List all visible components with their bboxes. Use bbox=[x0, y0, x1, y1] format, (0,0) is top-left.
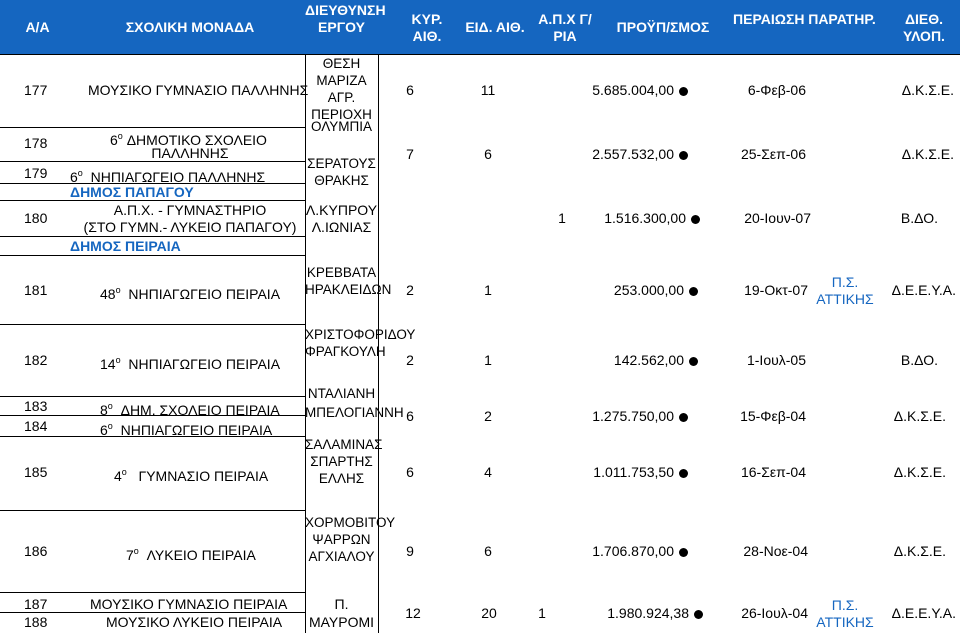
euro-icon bbox=[694, 610, 703, 619]
stat-budget bbox=[572, 210, 700, 226]
stat-eid: 4 bbox=[484, 464, 492, 480]
stat-eid: 1 bbox=[484, 282, 492, 298]
row-188-school: ΜΟΥΣΙΚΟ ΛΥΚΕΙΟ ΠΕΙΡΑΙΑ bbox=[106, 614, 283, 630]
row-divider bbox=[0, 54, 960, 55]
row-188-aa: 188 bbox=[24, 614, 48, 630]
row-179-school-name: ΝΗΠΙΑΓΩΓΕΙΟ ΠΑΛΛΗΝΗΣ bbox=[90, 169, 266, 185]
stat-completion-date: 1-Ιουλ-05 bbox=[746, 352, 806, 368]
row-divider bbox=[0, 236, 305, 237]
header-school: ΣΧΟΛΙΚΗ ΜΟΝΑΔΑ bbox=[125, 19, 255, 35]
row-184-number: 6 bbox=[100, 422, 108, 438]
stat-budget bbox=[560, 146, 688, 162]
euro-icon bbox=[689, 357, 698, 366]
row-178-number: 6 bbox=[110, 132, 118, 148]
stat-direction: Β.ΔΟ. bbox=[900, 210, 938, 226]
row-180-address-line1: Λ.ΚΥΠΡΟΥ bbox=[305, 202, 378, 218]
row-185-school-name: ΓΥΜΝΑΣΙΟ ΠΕΙΡΑΙΑ bbox=[138, 468, 269, 484]
ordinal-suffix: ο bbox=[77, 168, 83, 178]
ordinal-suffix: ο bbox=[133, 546, 139, 556]
stat-kyr: 6 bbox=[406, 408, 414, 424]
budget-value: 253.000,00 bbox=[613, 282, 684, 298]
euro-icon bbox=[691, 215, 700, 224]
row-184-school bbox=[100, 418, 272, 438]
euro-icon bbox=[679, 151, 688, 160]
euro-icon bbox=[679, 469, 688, 478]
stat-direction: Δ.Κ.Σ.Ε. bbox=[901, 82, 954, 98]
row-182-school-name: ΝΗΠΙΑΓΩΓΕΙΟ ΠΕΙΡΑΙΑ bbox=[128, 356, 281, 372]
row-187-aa: 187 bbox=[24, 596, 48, 612]
row-177-aa: 177 bbox=[24, 82, 48, 98]
row-divider bbox=[0, 161, 305, 162]
stat-eid: 2 bbox=[484, 408, 492, 424]
budget-value: 142.562,00 bbox=[613, 352, 684, 368]
row-185-school bbox=[114, 464, 268, 484]
row-178-aa: 178 bbox=[24, 135, 48, 151]
row-179-address: ΣΕΡΑΤΟΥΣ ΘΡΑΚΗΣ bbox=[307, 156, 376, 188]
stat-completion-date: 19-Οκτ-07 bbox=[744, 282, 808, 298]
row-179-school bbox=[70, 165, 265, 185]
row-179-aa: 179 bbox=[24, 165, 48, 181]
budget-value: 1.011.753,50 bbox=[593, 464, 674, 480]
row-178-school-line2: ΠΑΛΛΗΝΗΣ bbox=[151, 145, 229, 161]
header-dir: ΔΙΕΘ. ΥΛΟΠ. bbox=[903, 11, 945, 44]
row-divider bbox=[0, 324, 305, 325]
euro-icon bbox=[679, 548, 688, 557]
stat-kyr: 2 bbox=[406, 282, 414, 298]
row-181-number: 48 bbox=[100, 286, 116, 302]
stat-observation-line2: ΑΤΤΙΚΗΣ bbox=[816, 614, 874, 630]
row-186-school bbox=[126, 543, 256, 563]
row-183-school bbox=[100, 398, 280, 418]
stat-budget bbox=[570, 282, 698, 298]
row-184-aa: 184 bbox=[24, 418, 48, 434]
budget-value: 5.685.004,00 bbox=[592, 82, 674, 98]
header-address: ΔΙΕΥΘΥΝΣΗ ΕΡΓΟΥ bbox=[305, 2, 386, 35]
stat-direction: Δ.Κ.Σ.Ε. bbox=[893, 464, 946, 480]
row-186-address: ΧΟΡΜΟΒΙΤΟΥ ΨΑΡΡΩΝ ΑΓΧΙΑΛΟΥ bbox=[305, 515, 396, 564]
stat-eid: 6 bbox=[484, 543, 492, 559]
row-divider bbox=[0, 612, 305, 613]
ordinal-suffix: ο bbox=[121, 467, 127, 477]
stat-budget bbox=[560, 82, 688, 98]
row-181-school bbox=[100, 282, 280, 302]
header-apx: Α.Π.Χ Γ/ΡΙΑ bbox=[538, 11, 592, 44]
stat-kyr: 12 bbox=[405, 605, 421, 621]
stat-kyr: 6 bbox=[406, 82, 414, 98]
stat-observation-line1: Π.Σ. bbox=[831, 597, 859, 613]
table-header bbox=[0, 0, 960, 54]
stat-eid: 6 bbox=[484, 146, 492, 162]
row-186-number: 7 bbox=[126, 547, 134, 563]
budget-value: 1.275.750,00 bbox=[592, 408, 674, 424]
row-divider bbox=[0, 396, 305, 397]
header-delivery: ΠΑΡΑΤΗΡ. bbox=[808, 11, 876, 27]
stat-observation-line2: ΑΤΤΙΚΗΣ bbox=[816, 291, 874, 307]
stat-budget bbox=[575, 605, 703, 621]
row-182-number: 14 bbox=[100, 356, 116, 372]
row-180-school-line1: Α.Π.Χ. - ΓΥΜΝΑΣΤΗΡΙΟ bbox=[113, 202, 267, 218]
ordinal-suffix: ο bbox=[107, 401, 113, 411]
row-178-address: ΟΛΥΜΠΙΑ bbox=[310, 119, 373, 134]
row-180-school-line2: (ΣΤΟ ΓΥΜΝ.- ΛΥΚΕΙΟ ΠΑΠΑΓΟΥ) bbox=[83, 219, 297, 235]
header-aa: Α/Α bbox=[25, 19, 50, 35]
budget-value: 1.516.300,00 bbox=[604, 210, 686, 226]
row-187-address: Π. bbox=[334, 596, 349, 612]
stat-completion-date: 6-Φεβ-06 bbox=[747, 82, 806, 98]
row-184-address: ΜΠΕΛΟΓΙΑΝΝΗ bbox=[305, 405, 404, 420]
stat-kyr: 9 bbox=[406, 543, 414, 559]
row-186-aa: 186 bbox=[24, 543, 48, 559]
stat-kyr: 7 bbox=[406, 146, 414, 162]
row-185-address: ΣΑΛΑΜΙΝΑΣ ΣΠΑΡΤΗΣ ΕΛΛΗΣ bbox=[305, 437, 383, 486]
stat-apx: 1 bbox=[538, 605, 546, 621]
stat-direction: Δ.Ε.Ε.Υ.Α. bbox=[891, 282, 956, 298]
euro-icon bbox=[679, 87, 688, 96]
stat-budget bbox=[560, 408, 688, 424]
euro-icon bbox=[689, 287, 698, 296]
row-186-school-name: ΛΥΚΕΙΟ ΠΕΙΡΑΙΑ bbox=[146, 547, 256, 563]
stat-budget bbox=[570, 352, 698, 368]
row-183-address: ΝΤΑΛΙΑΝΗ bbox=[307, 386, 376, 401]
row-divider bbox=[0, 592, 305, 593]
row-181-address: ΚΡΕΒΒΑΤΑ ΗΡΑΚΛΕΙΔΩΝ bbox=[305, 265, 392, 297]
budget-value: 1.706.870,00 bbox=[592, 543, 674, 559]
budget-value: 1.980.924,38 bbox=[607, 605, 689, 621]
stat-direction: Δ.Κ.Σ.Ε. bbox=[893, 543, 946, 559]
row-180-address-line2: Λ.ΙΩΝΙΑΣ bbox=[311, 219, 372, 235]
stat-completion-date: 25-Σεπ-06 bbox=[740, 146, 806, 162]
row-divider bbox=[0, 510, 305, 511]
stat-eid: 1 bbox=[484, 352, 492, 368]
stat-completion-date: 26-Ιουλ-04 bbox=[741, 605, 808, 621]
stat-kyr: 6 bbox=[406, 464, 414, 480]
section-header-peiraia: ΔΗΜΟΣ ΠΕΙΡΑΙΑ bbox=[70, 238, 181, 254]
row-divider bbox=[0, 255, 305, 256]
stat-direction: Δ.Κ.Σ.Ε. bbox=[893, 408, 946, 424]
stat-eid: 20 bbox=[481, 605, 497, 621]
row-181-aa: 181 bbox=[24, 282, 48, 298]
stat-completion-date: 16-Σεπ-04 bbox=[740, 464, 806, 480]
row-divider bbox=[0, 200, 305, 201]
section-header-papagou: ΔΗΜΟΣ ΠΑΠΑΓΟΥ bbox=[70, 184, 194, 200]
euro-icon bbox=[679, 413, 688, 422]
stat-completion-date: 15-Φεβ-04 bbox=[740, 408, 806, 424]
header-kyr: ΚΥΡ. ΑΙΘ. bbox=[411, 11, 443, 44]
row-182-aa: 182 bbox=[24, 352, 48, 368]
row-177-address: ΘΕΣΗ ΜΑΡΙΖΑ ΑΓΡ. ΠΕΡΙΟΧΗ bbox=[311, 56, 372, 122]
row-187-school: ΜΟΥΣΙΚΟ ΓΥΜΝΑΣΙΟ ΠΕΙΡΑΙΑ bbox=[90, 596, 288, 612]
row-181-school-name: ΝΗΠΙΑΓΩΓΕΙΟ ΠΕΙΡΑΙΑ bbox=[128, 286, 281, 302]
stat-eid: 11 bbox=[480, 82, 496, 98]
stat-observation-line1: Π.Σ. bbox=[831, 274, 859, 290]
row-184-school-name: ΝΗΠΙΑΓΩΓΕΙΟ ΠΕΙΡΑΙΑ bbox=[120, 422, 273, 438]
stat-kyr: 2 bbox=[406, 352, 414, 368]
stat-direction: Β.ΔΟ. bbox=[900, 352, 938, 368]
stat-direction: Δ.Κ.Σ.Ε. bbox=[901, 146, 954, 162]
row-180-aa: 180 bbox=[24, 210, 48, 226]
stat-budget bbox=[560, 464, 688, 480]
row-188-address: ΜΑΥΡΟΜΙ bbox=[308, 614, 375, 630]
row-179-number: 6 bbox=[70, 169, 78, 185]
row-185-aa: 185 bbox=[24, 464, 48, 480]
ordinal-suffix: ο bbox=[115, 355, 121, 365]
header-completion: ΠΕΡΑΙΩΣΗ bbox=[733, 11, 805, 27]
stat-direction: Δ.Ε.Ε.Υ.Α. bbox=[891, 605, 956, 621]
header-eid: ΕΙΔ. ΑΙΘ. bbox=[465, 19, 525, 35]
stat-completion-date: 28-Νοε-04 bbox=[743, 543, 808, 559]
row-185-number: 4 bbox=[114, 468, 122, 484]
stat-budget bbox=[560, 543, 688, 559]
header-budget: ΠΡΟΫΠ/ΣΜΟΣ bbox=[616, 19, 710, 35]
row-178-school-line1: ΔΗΜΟΤΙΚΟ ΣΧΟΛΕΙΟ bbox=[126, 132, 267, 148]
ordinal-suffix: ο bbox=[115, 285, 121, 295]
row-182-school bbox=[100, 352, 280, 372]
row-177-school: ΜΟΥΣΙΚΟ ΓΥΜΝΑΣΙΟ ΠΑΛΛΗΝΗΣ bbox=[88, 82, 309, 98]
stat-apx: 1 bbox=[558, 210, 566, 226]
budget-value: 2.557.532,00 bbox=[592, 146, 674, 162]
ordinal-suffix: ο bbox=[117, 131, 123, 141]
row-183-number: 8 bbox=[100, 402, 108, 418]
stat-completion-date: 20-Ιουν-07 bbox=[744, 210, 811, 226]
row-183-school-name: ΔΗΜ. ΣΧΟΛΕΙΟ ΠΕΙΡΑΙΑ bbox=[120, 402, 280, 418]
row-182-address: ΧΡΙΣΤΟΦΟΡΙΔΟΥ ΦΡΑΓΚΟΥΛΗ bbox=[305, 327, 416, 359]
row-183-aa: 183 bbox=[24, 398, 48, 414]
ordinal-suffix: ο bbox=[107, 421, 113, 431]
